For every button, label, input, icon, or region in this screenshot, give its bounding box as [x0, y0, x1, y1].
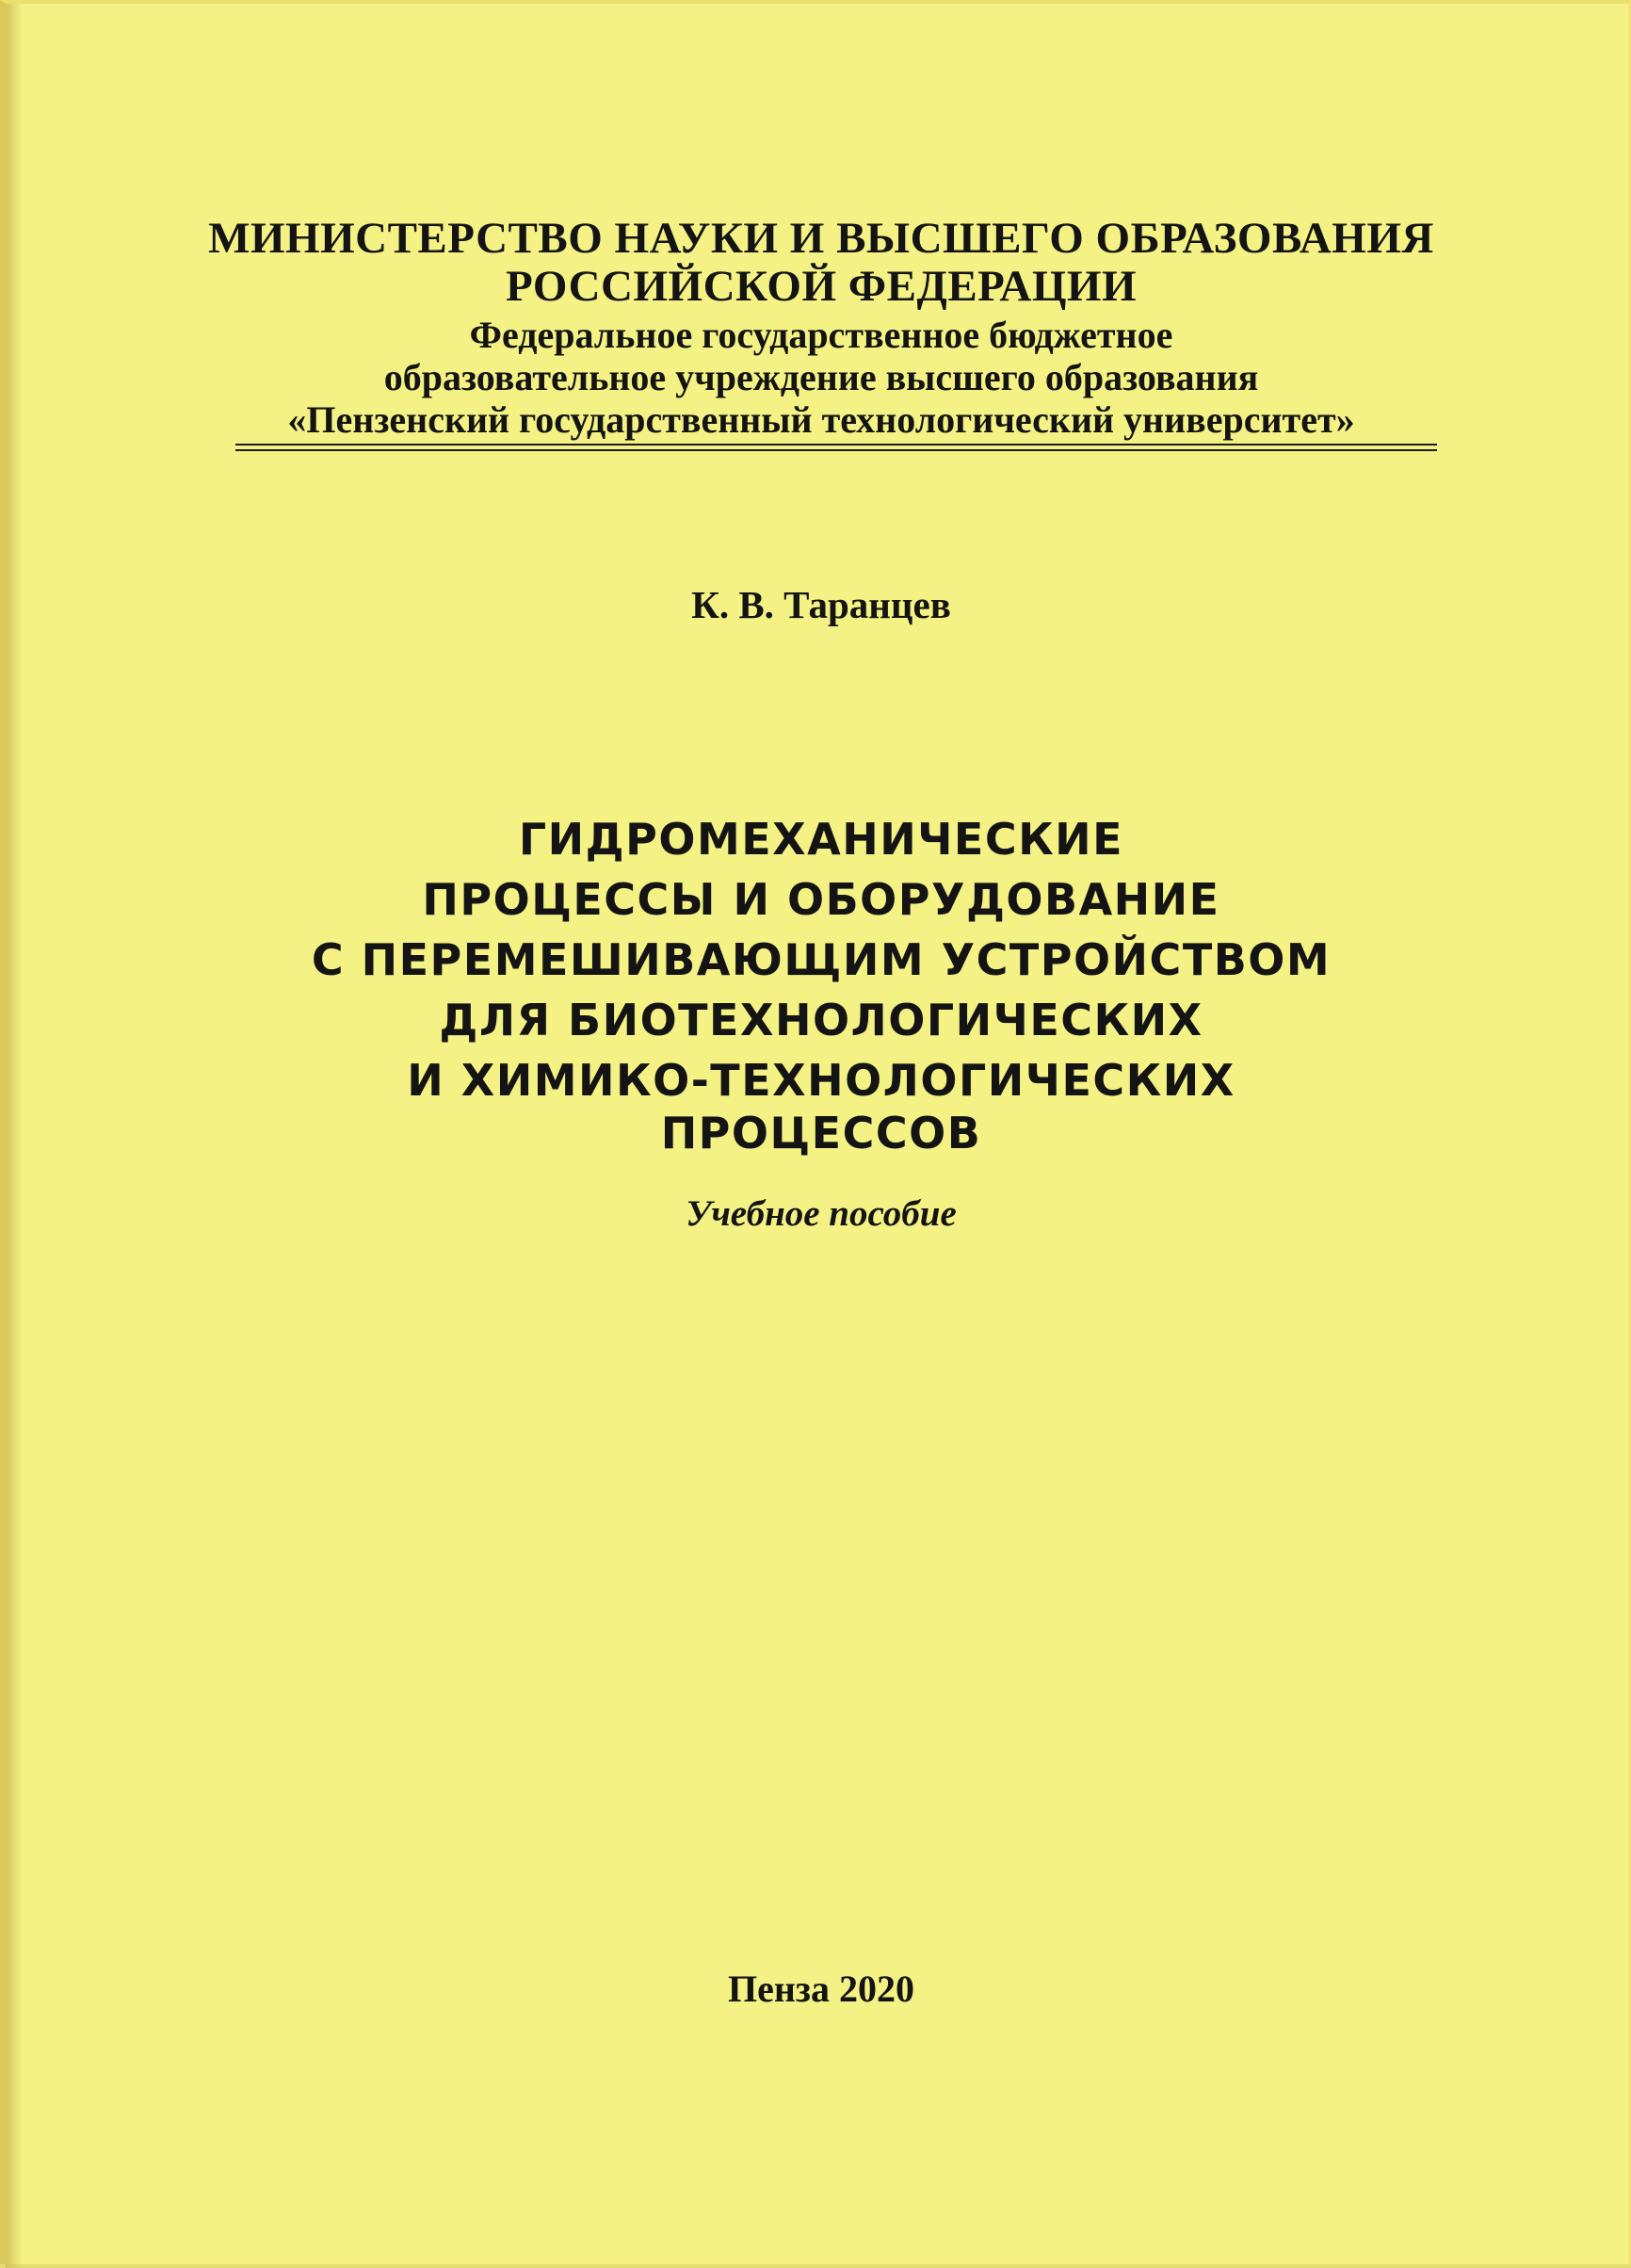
title-line: ГИДРОМЕХАНИЧЕСКИЕ [518, 814, 1124, 865]
title-line: ПРОЦЕССОВ [660, 1108, 982, 1158]
ministry-line-1: МИНИСТЕРСТВО НАУКИ И ВЫСШЕГО ОБРАЗОВАНИЯ [208, 214, 1434, 263]
ministry-line-2: РОССИЙСКОЙ ФЕДЕРАЦИИ [506, 262, 1137, 311]
header-rule-top [235, 444, 1437, 446]
institution-line-2: образовательное учреждение высшего образования [383, 356, 1259, 398]
header-rule-bottom [235, 449, 1437, 451]
title-line: С ПЕРЕМЕШИВАЮЩИМ УСТРОЙСТВОМ [311, 934, 1332, 985]
institution-line-1: Федеральное государственное бюджетное [469, 314, 1173, 356]
title-line: И ХИМИКО-ТЕХНОЛОГИЧЕСКИХ [407, 1055, 1235, 1106]
place-year: Пенза 2020 [728, 1968, 914, 2010]
subtitle: Учебное пособие [686, 1193, 957, 1234]
title-line: ПРОЦЕССЫ И ОБОРУДОВАНИЕ [422, 874, 1220, 925]
institution-line-3: «Пензенский государственный технологический университет» [287, 398, 1355, 441]
title-line: ДЛЯ БИОТЕХНОЛОГИЧЕСКИХ [439, 995, 1203, 1045]
author-name: К. В. Таранцев [691, 583, 951, 626]
